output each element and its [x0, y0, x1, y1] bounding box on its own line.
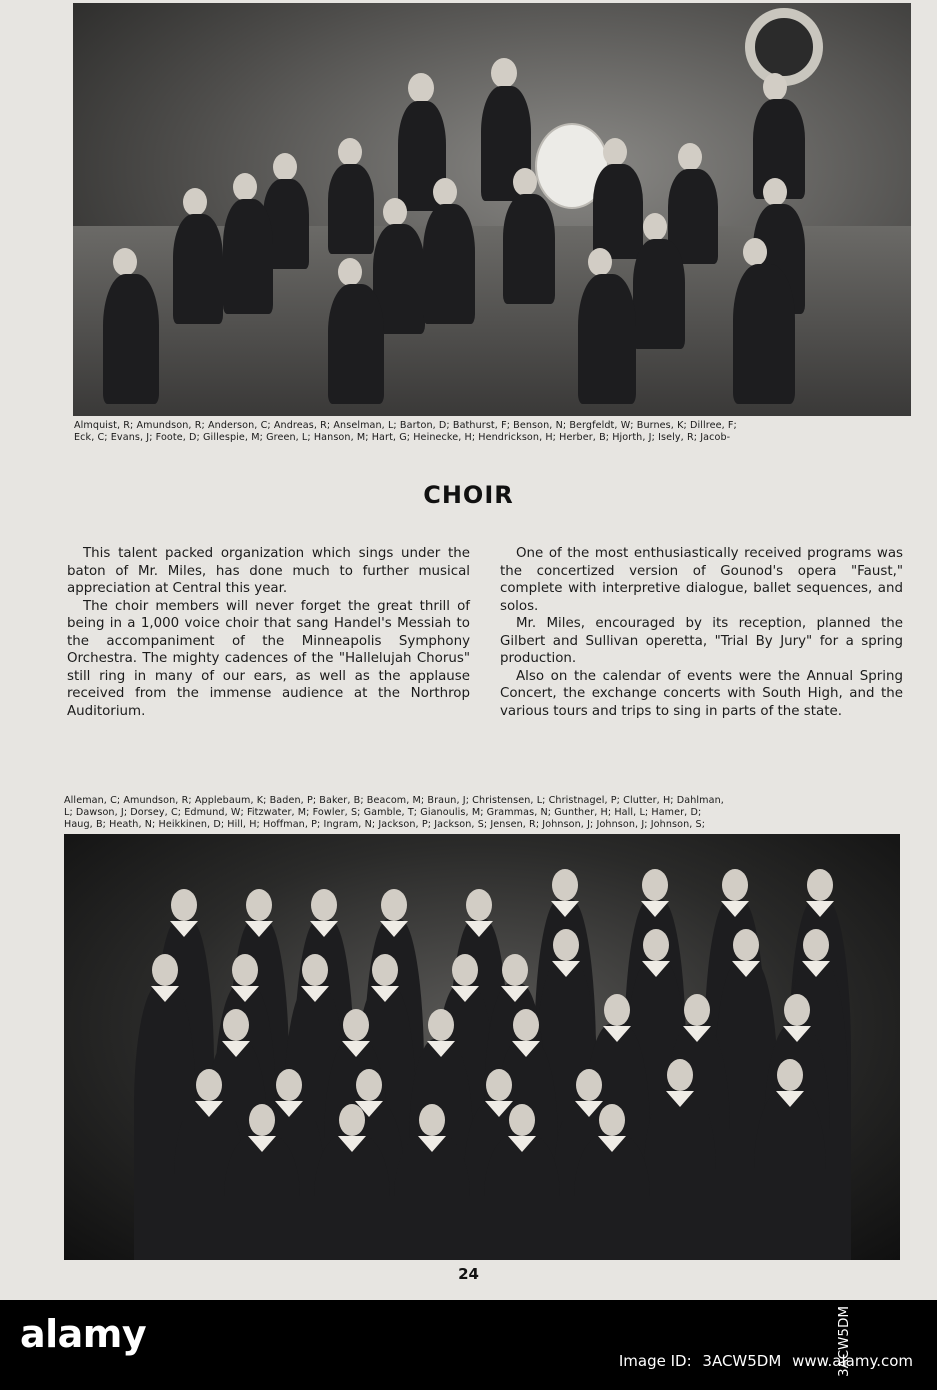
choir-caption-line-2: L; Dawson, J; Dorsey, C; Edmund, W; Fitzwater, M; Fowler, S; Gamble, T; Gianoulis, M; Grammas, N; Gunther, H; Hall, L; Hamer, D;: [64, 807, 702, 818]
right-column: [500, 545, 903, 720]
side-image-id: 3ACW5DM: [836, 1306, 852, 1377]
band-caption: [74, 420, 910, 444]
choir-caption-line-1: Alleman, C; Amundson, R; Applebaum, K; Baden, P; Baker, B; Beacom, M; Braun, J; Christensen, L; Christnagel, P; Clutter, H; Dahlman,: [64, 795, 724, 806]
footer-info: [613, 1352, 913, 1370]
page-number: 24: [458, 1265, 479, 1283]
site-url: www.alamy.com: [792, 1352, 913, 1370]
image-id-label: Image ID:: [618, 1352, 692, 1370]
paragraph: The choir members will never forget the great thrill of being in a 1,000 voice choir that sang Handel's Messiah to the accompaniment of the Minneapolis Symphony Orchestra. The mighty cadences of the "Hallelujah Chorus" still ring in many of our ears, as well as the applause received from the immense audience at the Northrop Auditorium.: [67, 598, 470, 719]
left-column: [67, 545, 470, 720]
band-caption-line-1: Almquist, R; Amundson, R; Anderson, C; Andreas, R; Anselman, L; Barton, D; Bathurst, F; Benson, N; Bergfeldt, W; Burnes, K; Dillree, F;: [74, 420, 737, 431]
choir-photo: [64, 834, 900, 1260]
paragraph: One of the most enthusiastically received programs was the concertized version of Gounod's opera "Faust," complete with interpretive dialogue, ballet sequences, and solos.: [500, 546, 903, 614]
page-title: CHOIR: [423, 481, 514, 509]
sousaphone: [745, 8, 823, 86]
band-caption-line-2: Eck, C; Evans, J; Foote, D; Gillespie, M; Green, L; Hanson, M; Hart, G; Heinecke, H; Hendrickson, H; Herber, B; Hjorth, J; Isely, R; Jacob-: [74, 432, 731, 443]
choir-caption: [64, 795, 900, 831]
paragraph: Also on the calendar of events were the Annual Spring Concert, the exchange concerts with South High, and the various tours and trips to sing in parts of the state.: [500, 668, 903, 719]
paragraph: Mr. Miles, encouraged by its reception, planned the Gilbert and Sullivan operetta, "Trial By Jury" for a spring production.: [500, 616, 903, 666]
image-id: 3ACW5DM: [702, 1352, 782, 1370]
choir-caption-line-3: Haug, B; Heath, N; Heikkinen, D; Hill, H; Hoffman, P; Ingram, N; Jackson, P; Jackson, S; Jensen, R; Johnson, J; Johnson, J; Johnson, S;: [64, 819, 706, 830]
alamy-logo: alamy: [20, 1312, 147, 1356]
band-photo: [73, 3, 911, 416]
paragraph: This talent packed organization which sings under the baton of Mr. Miles, has done much to further musical appreciation at Central this year.: [67, 546, 470, 596]
